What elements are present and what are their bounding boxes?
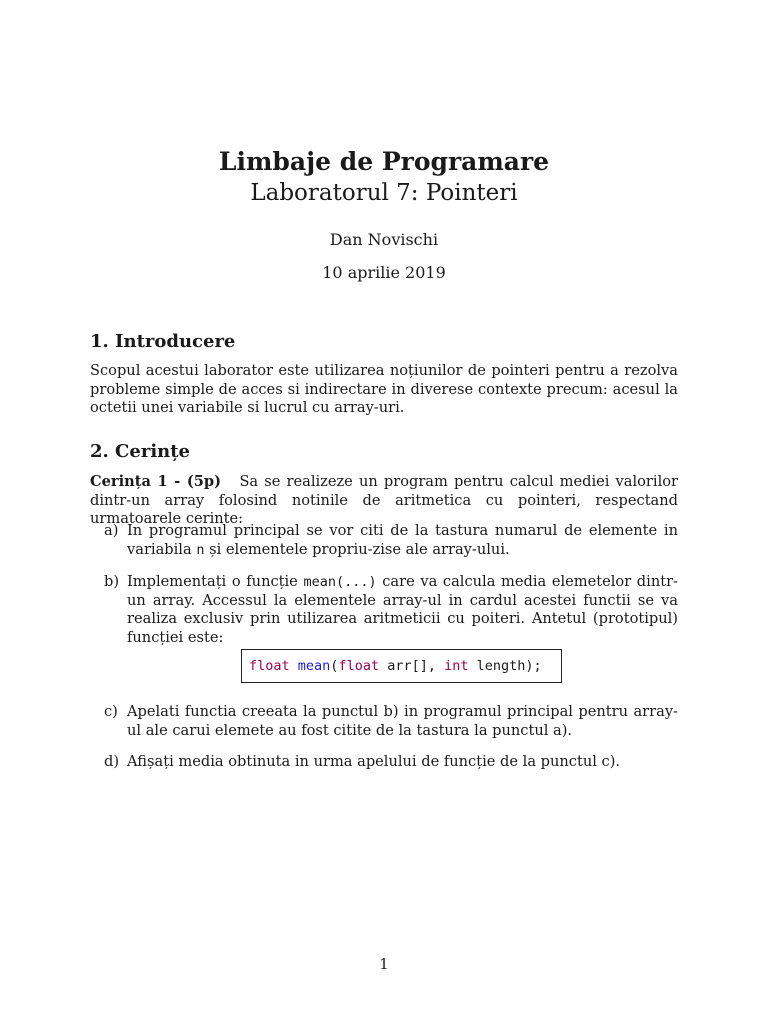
code-keyword: float [338,658,380,674]
document-subtitle: Laboratorul 7: Pointeri [250,180,518,206]
title-block [0,146,768,282]
list-item-text: Implementați o funcție mean(...) care va calcula media elemetelor dintr-un array. Accessul la elementele array-ul in cardul acestei functii se va realiza exclusiv prin utilizarea aritmeticii cu poiteri. Antetul (prototipul) funcției este: [127,573,678,646]
code-function-name: mean [297,658,331,674]
list-item-c [104,703,678,740]
code-keyword: int [444,658,469,674]
section-heading-cerinte: 2. Cerințe [90,441,191,462]
inline-code: mean(...) [303,574,377,590]
list-item-d [104,753,678,772]
intro-paragraph: Scopul acestui laborator este utilizarea noțiunilor de pointeri pentru a rezolva probleme simple de acces si indirectare in diverese contexte precum: acesul la octetii unei variabile si lucrul cu array-uri. [90,362,678,416]
task1-text: Sa se realizeze un program pentru calcul mediei valorilor dintr-un array folosind notinile de aritmetica cu pointeri, respectand urmatoarele cerinte: [90,473,679,527]
code-keyword: float [249,658,290,674]
section-heading-introducere: 1. Introducere [90,331,236,352]
document-title: Limbaje de Programare [218,147,550,176]
list-item-text: Apelati functia creeata la punctul b) in programul principal pentru array-ul ale carui elemete au fost citite de la tastura la punctul a). [127,703,678,739]
list-item-b [104,573,678,647]
page-number: 1 [379,956,389,973]
list-marker: b) [104,573,120,590]
document-author: Dan Novischi [329,230,439,249]
list-item-text: Afișați media obtinuta in urma apelului de funcție de la punctul c). [127,753,621,770]
document-date: 10 aprilie 2019 [322,263,446,282]
list-item-text: In programul principal se vor citi de la tastura numarul de elemente in variabila n și elementele propriu-zise ale array-ului. [127,522,678,558]
list-marker: d) [104,753,120,770]
list-marker: c) [104,703,118,720]
code-listing: float mean(float arr[], int length); [241,649,562,683]
inline-code: n [196,541,205,558]
list-marker: a) [104,522,119,539]
list-item-a [104,522,678,559]
task1-label: Cerința 1 - (5p) [90,473,222,490]
task1-paragraph [90,473,678,529]
